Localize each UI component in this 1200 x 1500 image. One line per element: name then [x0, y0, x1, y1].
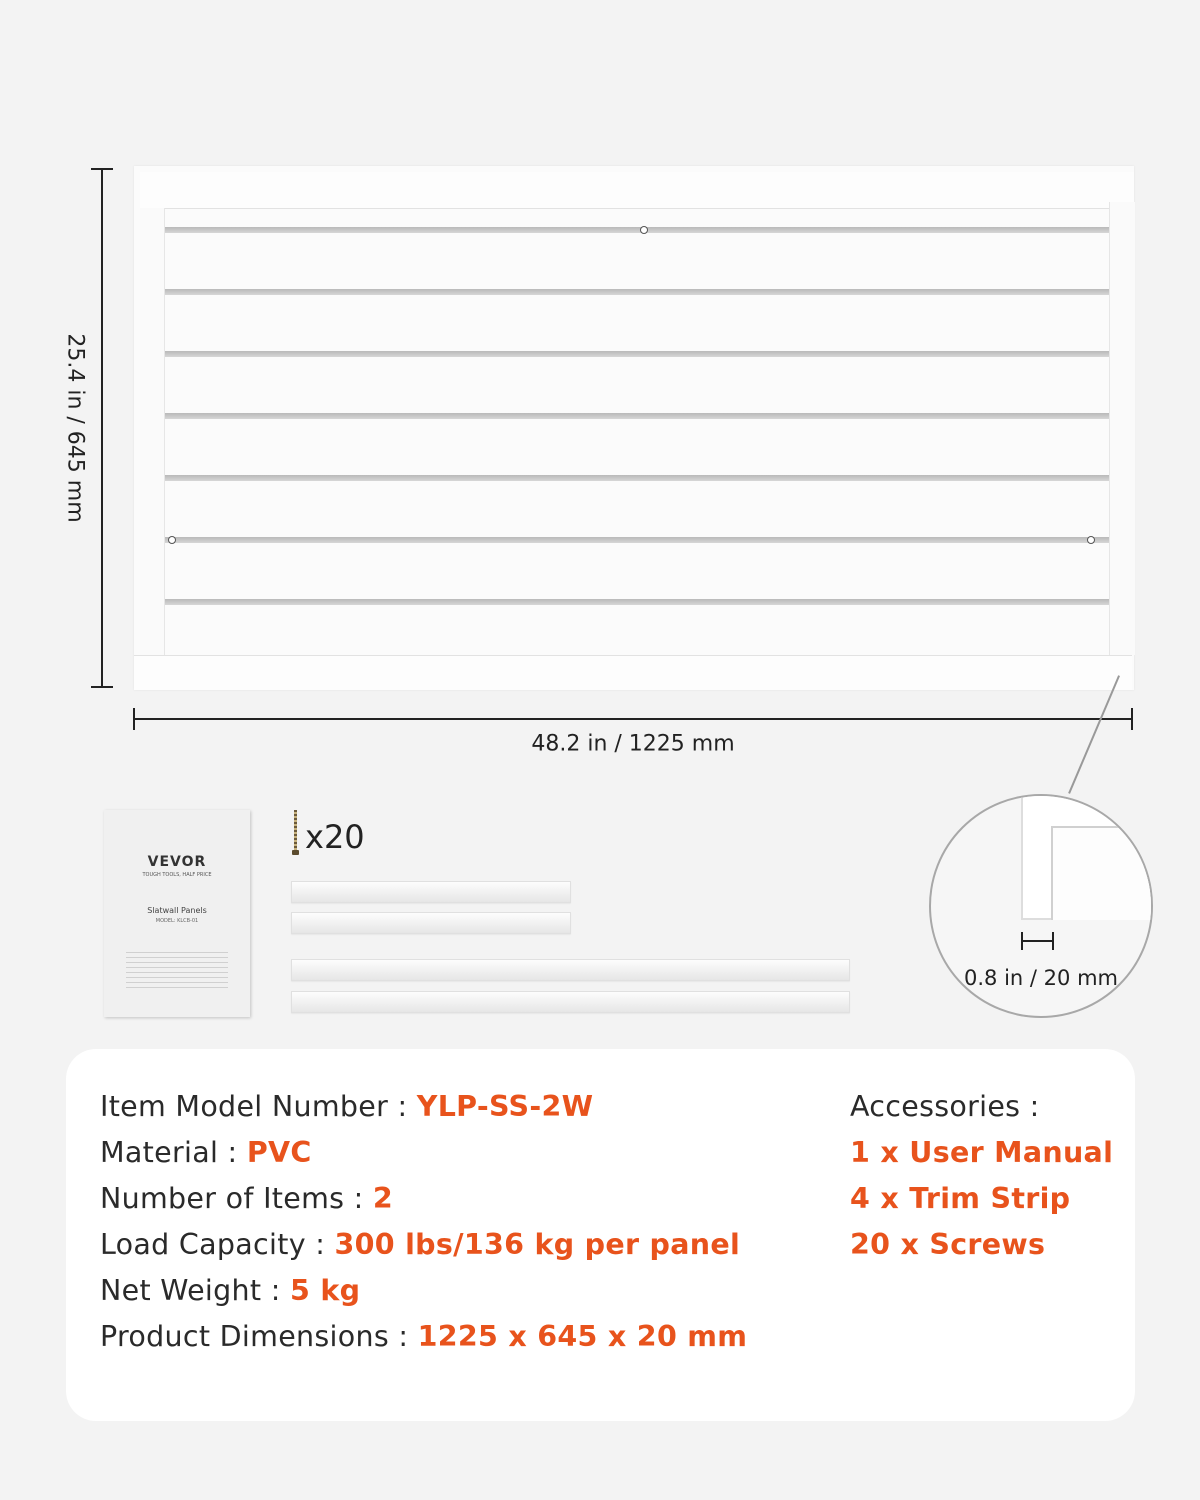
- manual-title: Slatwall Panels: [147, 906, 207, 915]
- spec-value: 300 lbs/136 kg per panel: [334, 1228, 741, 1261]
- accessory-item: 1 x User Manual: [850, 1136, 1114, 1169]
- callout-pointer-line: [1069, 675, 1120, 793]
- thickness-tick-bar: [1021, 940, 1053, 942]
- spec-value: 1225 x 645 x 20 mm: [417, 1320, 748, 1353]
- trim-strip: [291, 959, 850, 981]
- width-dimension-line: [133, 718, 1132, 720]
- spec-label: Item Model Number :: [100, 1090, 417, 1123]
- height-dimension-label: 25.4 in / 645 mm: [62, 333, 88, 523]
- spec-product-dimensions: [100, 1320, 747, 1353]
- width-dimension-cap-left: [133, 708, 135, 730]
- trim-strip: [291, 991, 850, 1013]
- trim-strip: [291, 912, 571, 934]
- thickness-label: 0.8 in / 20 mm: [964, 966, 1118, 990]
- slatwall-panel: [134, 166, 1134, 690]
- trim-edge-detail: [1051, 826, 1153, 920]
- accessory-item: 4 x Trim Strip: [850, 1182, 1071, 1215]
- width-dimension-cap-right: [1131, 708, 1133, 730]
- height-dimension-cap-bottom: [91, 686, 113, 688]
- spec-value: YLP-SS-2W: [416, 1090, 594, 1123]
- manual-brand-logo: VEVOR: [147, 854, 207, 870]
- spec-net-weight: [100, 1274, 360, 1307]
- panel-groove: [165, 413, 1109, 419]
- height-dimension-cap-top: [91, 168, 113, 170]
- spec-model-number: [100, 1090, 593, 1123]
- width-dimension-label: 48.2 in / 1225 mm: [531, 731, 735, 757]
- manual-body-text: [126, 952, 228, 992]
- user-manual: [104, 810, 250, 1017]
- manual-model: MODEL: KLCB-01: [155, 918, 199, 924]
- panel-trim-top: [140, 172, 1134, 209]
- panel-groove: [165, 227, 1109, 233]
- screw-icon: [292, 810, 298, 856]
- screw-count: x20: [305, 818, 365, 856]
- panel-groove: [165, 475, 1109, 481]
- panel-groove: [165, 599, 1109, 605]
- spec-label: Load Capacity :: [100, 1228, 335, 1261]
- trim-strip: [291, 881, 571, 903]
- accessory-item: 20 x Screws: [850, 1228, 1046, 1261]
- spec-value: 2: [372, 1182, 394, 1215]
- panel-groove: [165, 537, 1109, 543]
- panel-groove: [165, 289, 1109, 295]
- manual-tagline: TOUGH TOOLS, HALF PRICE: [142, 872, 212, 878]
- spec-label: Number of Items :: [100, 1182, 373, 1215]
- spec-value: 5 kg: [290, 1274, 361, 1307]
- thickness-tick-right: [1052, 932, 1054, 950]
- spec-load-capacity: [100, 1228, 740, 1261]
- panel-side-left: [140, 208, 165, 655]
- screw-hole: [168, 536, 176, 544]
- screw-hole: [640, 226, 648, 234]
- panel-trim-bottom: [134, 655, 1132, 690]
- spec-label: Product Dimensions :: [100, 1320, 418, 1353]
- spec-material: [100, 1136, 312, 1169]
- spec-number-of-items: [100, 1182, 393, 1215]
- spec-label: Net Weight :: [100, 1274, 290, 1307]
- spec-value: PVC: [246, 1136, 312, 1169]
- panel-side-right: [1109, 202, 1135, 655]
- panel-groove: [165, 351, 1109, 357]
- screw-hole: [1087, 536, 1095, 544]
- height-dimension-line: [101, 168, 103, 687]
- thickness-callout: [929, 794, 1153, 1018]
- spec-label: Material :: [100, 1136, 247, 1169]
- accessories-title: Accessories :: [850, 1090, 1040, 1123]
